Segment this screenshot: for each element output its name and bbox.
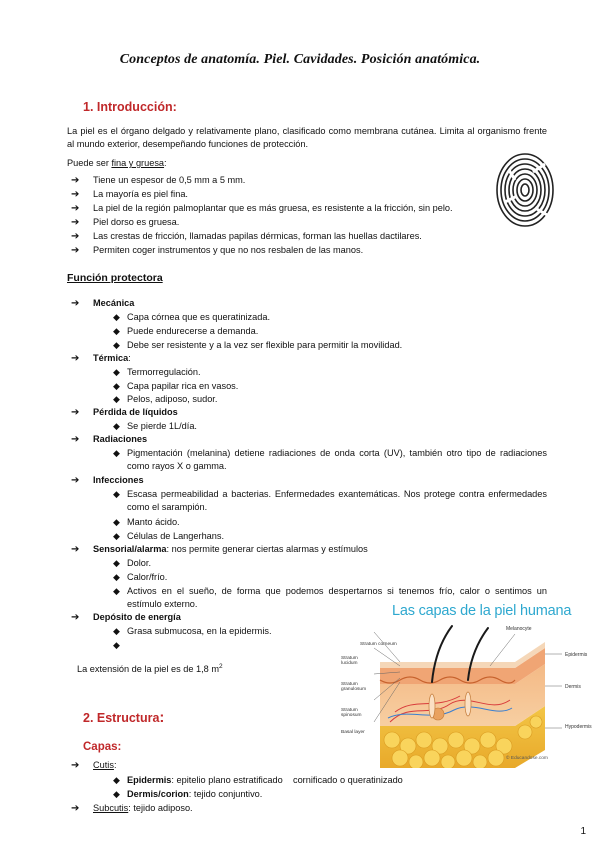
list-item-text: Tiene un espesor de 0,5 mm a 5 mm. bbox=[93, 175, 246, 185]
list-item-label: Radiaciones bbox=[93, 434, 148, 444]
arrow-icon: ➔ bbox=[71, 612, 80, 623]
arrow-icon: ➔ bbox=[71, 803, 80, 814]
list-item-label: Depósito de energía bbox=[93, 612, 181, 622]
list-item-text: Activos en el sueño, de forma que podemos despertarnos si tenemos frío, calor o sentimos un estímulo externo. bbox=[127, 586, 547, 610]
list-item-text: La mayoría es piel fina. bbox=[93, 189, 188, 199]
list-item-label: Epidermis bbox=[127, 775, 172, 785]
section-heading-colon: : bbox=[159, 709, 165, 726]
list-item bbox=[71, 474, 144, 487]
intro-paragraph: La piel es el órgano delgado y relativamente plano, clasificado como membrana cutánea. Limita al organismo frente al mundo exterior, desempeñando funciones de protección. bbox=[67, 126, 547, 150]
list-item bbox=[71, 406, 178, 419]
diamond-icon: ◆ bbox=[113, 640, 120, 650]
list-item-text: Debe ser resistente y a la vez ser flexible para permitir la movilidad. bbox=[127, 340, 403, 350]
arrow-icon: ➔ bbox=[71, 407, 80, 418]
list-item-text: Puede endurecerse a demanda. bbox=[127, 326, 259, 336]
thickness-underlined: fina y gruesa bbox=[111, 158, 165, 168]
list-item-text: Pigmentación (melanina) detiene radiaciones de onda corta (UV), también otro tipo de radiaciones como rayos X o gamma. bbox=[127, 448, 547, 472]
figure-credit: © Educandose.com bbox=[506, 756, 548, 761]
figure-label-left: Stratum spinosum bbox=[341, 708, 362, 719]
list-item bbox=[113, 380, 238, 393]
skin-figure-caption: Las capas de la piel humana bbox=[392, 603, 572, 619]
list-item bbox=[71, 352, 131, 365]
list-item-text: Escasa permeabilidad a bacterias. Enfermedades exantemáticas. Nos protege contra enfermedades como el sarampión. bbox=[127, 489, 547, 513]
list-item-text: : epitelio plano estratificado cornificado o queratinizado bbox=[171, 775, 403, 785]
list-item-text: : nos permite generar ciertas alarmas y estímulos bbox=[166, 544, 368, 554]
list-item-colon: : bbox=[113, 760, 117, 770]
figure-label-right: Dermis bbox=[565, 684, 581, 690]
diamond-icon: ◆ bbox=[113, 340, 120, 350]
list-item-text: Células de Langerhans. bbox=[127, 531, 225, 541]
list-item-text: : tejido conjuntivo. bbox=[188, 789, 263, 799]
page-number: 1 bbox=[580, 826, 586, 837]
diamond-icon: ◆ bbox=[113, 517, 120, 527]
list-item bbox=[71, 543, 368, 556]
diamond-icon: ◆ bbox=[113, 448, 120, 458]
arrow-icon: ➔ bbox=[71, 175, 80, 186]
diamond-icon: ◆ bbox=[113, 312, 120, 322]
list-item-label: Sensorial/alarma bbox=[93, 544, 167, 554]
list-item-text: : tejido adiposo. bbox=[128, 803, 193, 813]
list-item bbox=[113, 447, 547, 473]
list-item bbox=[113, 366, 201, 379]
arrow-icon: ➔ bbox=[71, 760, 80, 771]
list-item bbox=[71, 188, 188, 201]
diamond-icon: ◆ bbox=[113, 775, 120, 785]
list-item bbox=[71, 297, 134, 310]
list-item bbox=[71, 202, 453, 215]
arrow-icon: ➔ bbox=[71, 231, 80, 242]
list-item-text: Pelos, adiposo, sudor. bbox=[127, 394, 218, 404]
diamond-icon: ◆ bbox=[113, 572, 120, 582]
list-item-text: Dolor. bbox=[127, 558, 151, 568]
list-item-text: Las crestas de fricción, llamadas papilas dérmicas, forman las huellas dactilares. bbox=[93, 231, 422, 241]
diamond-icon: ◆ bbox=[113, 367, 120, 377]
list-item bbox=[113, 639, 127, 652]
list-item bbox=[113, 311, 270, 324]
extension-text bbox=[77, 662, 223, 676]
list-item bbox=[113, 339, 402, 352]
thickness-colon: : bbox=[164, 158, 167, 168]
list-item bbox=[71, 802, 193, 815]
arrow-icon: ➔ bbox=[71, 353, 80, 364]
list-item bbox=[71, 174, 245, 187]
subsection-heading-capas: Capas: bbox=[83, 741, 122, 753]
list-item bbox=[113, 557, 151, 570]
diamond-icon: ◆ bbox=[113, 394, 120, 404]
list-item bbox=[113, 774, 403, 787]
section-heading-estructura bbox=[83, 707, 164, 728]
list-item-text: Se pierde 1L/día. bbox=[127, 421, 197, 431]
thickness-line bbox=[67, 157, 167, 170]
diamond-icon: ◆ bbox=[113, 586, 120, 596]
arrow-icon: ➔ bbox=[71, 245, 80, 256]
diamond-icon: ◆ bbox=[113, 381, 120, 391]
document-title: Conceptos de anatomía. Piel. Cavidades. Posición anatómica. bbox=[119, 52, 481, 67]
list-item-text: Manto ácido. bbox=[127, 517, 180, 527]
diamond-icon: ◆ bbox=[113, 489, 120, 499]
list-item-label: Pérdida de líquidos bbox=[93, 407, 178, 417]
list-item bbox=[71, 759, 117, 772]
diamond-icon: ◆ bbox=[113, 531, 120, 541]
arrow-icon: ➔ bbox=[71, 475, 80, 486]
thickness-lead: Puede ser bbox=[67, 158, 112, 168]
diamond-icon: ◆ bbox=[113, 326, 120, 336]
fingerprint-icon bbox=[495, 150, 555, 228]
figure-label-left: Stratum granulosum bbox=[341, 682, 367, 693]
diamond-icon: ◆ bbox=[113, 421, 120, 431]
list-item-text: Permiten coger instrumentos y que no nos resbalen de las manos. bbox=[93, 245, 364, 255]
arrow-icon: ➔ bbox=[71, 544, 80, 555]
diamond-icon: ◆ bbox=[113, 789, 120, 799]
diamond-icon: ◆ bbox=[113, 626, 120, 636]
list-item-label: Cutis bbox=[93, 760, 114, 770]
figure-label-left: Basal layer bbox=[341, 730, 365, 735]
list-item-label: Mecánica bbox=[93, 298, 135, 308]
list-item bbox=[113, 788, 262, 801]
list-item bbox=[71, 244, 363, 257]
list-item-text: Capa papilar rica en vasos. bbox=[127, 381, 239, 391]
extension-value: La extensión de la piel es de 1,8 m bbox=[77, 664, 219, 675]
list-item-label: Dermis/corion bbox=[127, 789, 189, 799]
section-heading-text: 2. Estructura bbox=[83, 711, 160, 725]
diamond-icon: ◆ bbox=[113, 558, 120, 568]
list-item-label: Infecciones bbox=[93, 475, 144, 485]
figure-label-right: Epidermis bbox=[565, 652, 588, 658]
list-item bbox=[113, 516, 180, 529]
arrow-icon: ➔ bbox=[71, 298, 80, 309]
list-item bbox=[113, 325, 258, 338]
list-item bbox=[113, 571, 167, 584]
arrow-icon: ➔ bbox=[71, 434, 80, 445]
figure-label-top: Melanocyte bbox=[506, 626, 532, 632]
list-item-text: Calor/frío. bbox=[127, 572, 168, 582]
list-item bbox=[71, 611, 181, 624]
list-item-text: La piel de la región palmoplantar que es más gruesa, es resistente a la fricción, sin pelo. bbox=[93, 203, 453, 213]
extension-superscript: 2 bbox=[219, 663, 223, 670]
list-item bbox=[113, 488, 547, 514]
list-item bbox=[113, 393, 217, 406]
arrow-icon: ➔ bbox=[71, 217, 80, 228]
section-heading-introduccion: 1. Introducción: bbox=[83, 100, 177, 114]
list-item bbox=[71, 433, 147, 446]
list-item bbox=[71, 216, 179, 229]
list-item-text: Grasa submucosa, en la epidermis. bbox=[127, 626, 272, 636]
list-item-label: Subcutis bbox=[93, 803, 129, 813]
figure-label-right: Hypodermis bbox=[565, 724, 592, 730]
figure-label-left: Stratum lucidum bbox=[341, 656, 358, 667]
list-item-text: Piel dorso es gruesa. bbox=[93, 217, 180, 227]
list-item-colon: : bbox=[128, 353, 131, 363]
list-item-label: Térmica bbox=[93, 353, 129, 363]
figure-label-left: Stratum corneum bbox=[360, 642, 397, 647]
section-heading-funcion: Función protectora bbox=[67, 272, 163, 284]
arrow-icon: ➔ bbox=[71, 189, 80, 200]
list-item-text: Capa córnea que es queratinizada. bbox=[127, 312, 271, 322]
list-item bbox=[113, 625, 272, 638]
arrow-icon: ➔ bbox=[71, 203, 80, 214]
list-item bbox=[71, 230, 422, 243]
list-item bbox=[113, 530, 224, 543]
list-item bbox=[113, 420, 197, 433]
list-item-text: Termorregulación. bbox=[127, 367, 201, 377]
